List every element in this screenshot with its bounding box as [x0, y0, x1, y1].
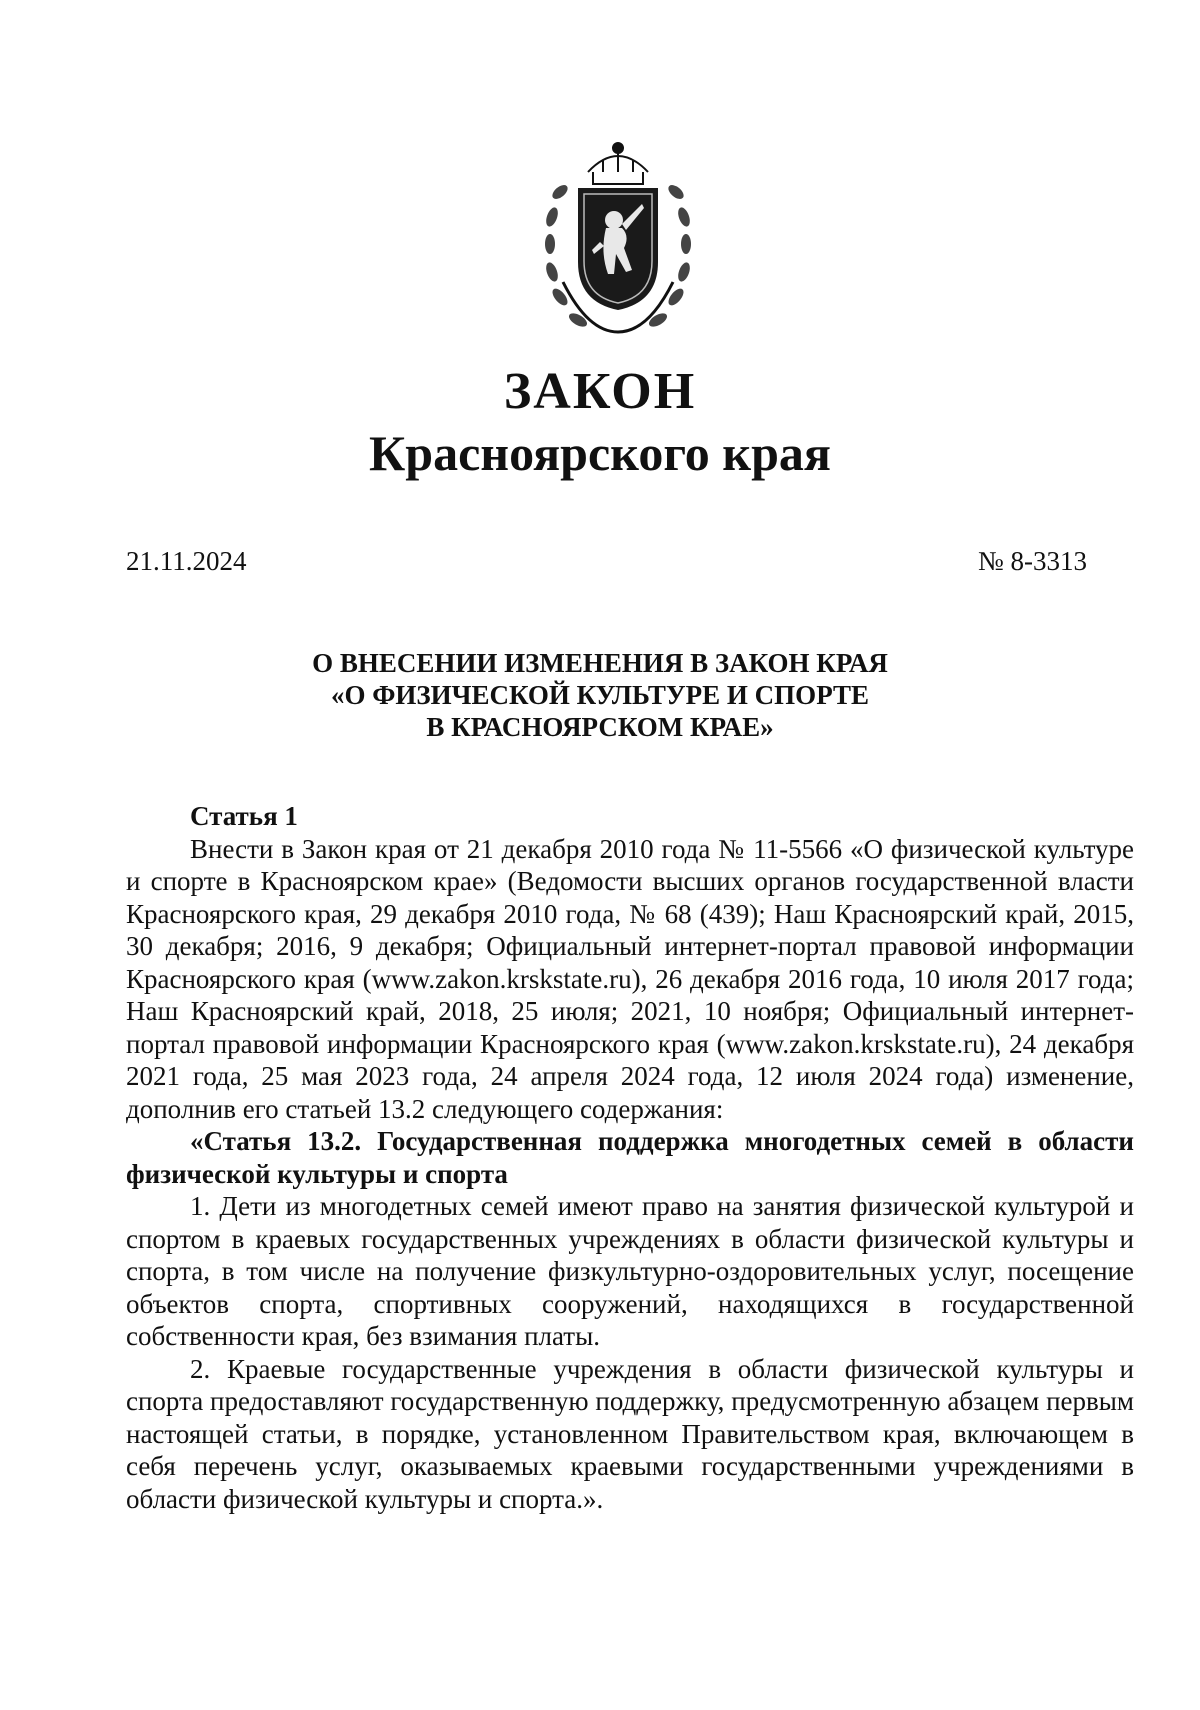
- krasnoyarsk-coat-of-arms-icon: [538, 132, 698, 342]
- document-title: ЗАКОН: [503, 363, 697, 420]
- article-13-2-title: «Статья 13.2. Государственная поддержка многодетных семей в области физической культуры и спорта: [126, 1126, 1134, 1189]
- article-13-2-paragraph-2: 2. Краевые государственные учреждения в области физической культуры и спорта предоставляют государственную поддержку, предусмотренную абзацем первым настоящей статьи, в порядке, установленном Правительством края, включающем в себя перечень услуг, оказываемых краевыми государственными учреждениями в области физической культуры и спорта.».: [126, 1353, 1134, 1514]
- article-1-text: Внести в Закон края от 21 декабря 2010 года № 11-5566 «О физической культуре и спорте в Красноярском крае» (Ведомости высших органов государственной власти Красноярского края, 29 декабря 2010 года, № 68 (439); Наш Красноярский край, 2015, 30 декабря; 2016, 9 декабря; Официальный интернет-портал правовой информации Красноярского края (www.zakon.krskstate.ru), 26 декабря 2016 года, 10 июля 2017 года; Наш Красноярский край, 2018, 25 июля; 2021, 10 ноября; Официальный интернет-портал правовой информации Красноярского края (www.zakon.krskstate.ru), 24 декабря 2021 года, 25 мая 2023 года, 24 апреля 2024 года, 12 июля 2024 года) изменение, дополнив его статьей 13.2 следующего содержания:: [126, 833, 1134, 1124]
- article-13-2-paragraph-1: 1. Дети из многодетных семей имеют право на занятия физической культурой и спортом в краевых государственных учреждениях в области физической культуры и спорта, в том числе на получение физкультурно-оздоровительных услуг, посещение объектов спорта, спортивных сооружений, находящихся в государственной собственности края, без взимания платы.: [126, 1191, 1134, 1351]
- document-subtitle: Красноярского края: [369, 425, 831, 481]
- law-date: 21.11.2024: [126, 546, 247, 576]
- law-number: № 8-3313: [977, 546, 1087, 576]
- law-heading-line-2: «О ФИЗИЧЕСКОЙ КУЛЬТУРЕ И СПОРТЕ: [330, 680, 870, 710]
- law-body: [126, 800, 1134, 1515]
- article-1-title: Статья 1: [190, 801, 298, 831]
- law-heading-line-3: В КРАСНОЯРСКОМ КРАЕ»: [426, 712, 774, 742]
- law-heading-line-1: О ВНЕСЕНИИ ИЗМЕНЕНИЯ В ЗАКОН КРАЯ: [312, 648, 888, 678]
